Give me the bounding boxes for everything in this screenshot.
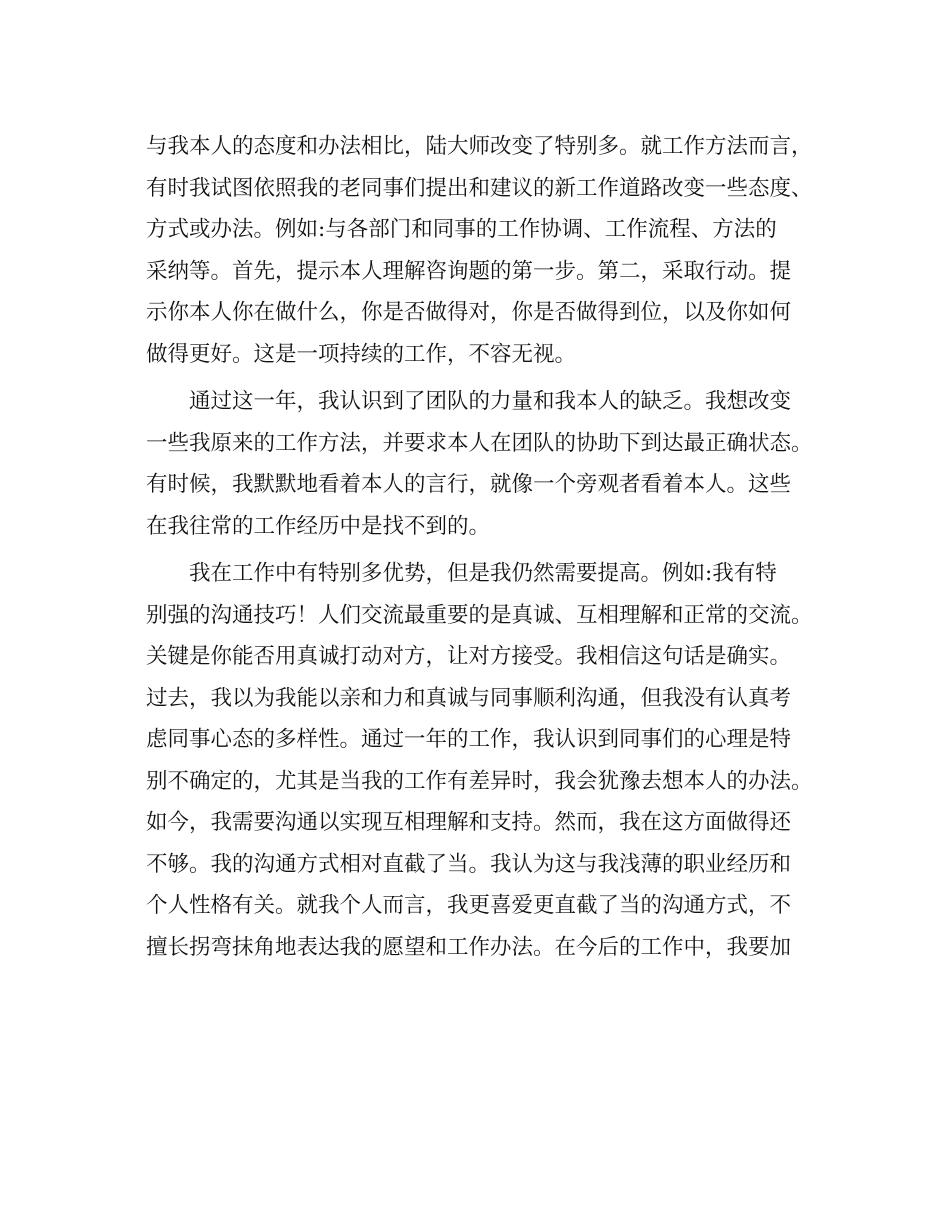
text-line: 与我本人的态度和办法相比，陆大师改变了特别多。就工作方法而言， bbox=[146, 134, 813, 159]
text-line: 通过这一年，我认识到了团队的力量和我本人的缺乏。我想改变 bbox=[189, 389, 792, 414]
paragraph-2 bbox=[146, 381, 813, 547]
text-line: 擅长拐弯抹角地表达我的愿望和工作办法。在今后的工作中，我要加 bbox=[146, 934, 792, 960]
text-line: 别强的沟通技巧！人们交流最重要的是真诚、互相理解和正常的交流。 bbox=[146, 602, 813, 628]
paragraph-1 bbox=[146, 126, 813, 375]
text-line: 有时候，我默默地看着本人的言行，就像一个旁观者看着本人。这些 bbox=[146, 472, 792, 497]
text-line: 如今，我需要沟通以实现互相理解和支持。然而，我在这方面做得还 bbox=[146, 810, 792, 835]
text-line: 关键是你能否用真诚打动对方，让对方接受。我相信这句话是确实。 bbox=[146, 644, 792, 669]
text-line: 在我往常的工作经历中是找不到的。 bbox=[146, 513, 491, 539]
document-body bbox=[146, 126, 813, 974]
text-line: 不够。我的沟通方式相对直截了当。我认为这与我浅薄的职业经历和 bbox=[146, 851, 792, 877]
paragraph-3 bbox=[146, 553, 813, 968]
text-line: 有时我试图依照我的老同事们提出和建议的新工作道路改变一些态度、 bbox=[146, 175, 813, 201]
text-line: 一些我原来的工作方法，并要求本人在团队的协助下到达最正确状态。 bbox=[146, 430, 813, 456]
text-line: 虑同事心态的多样性。通过一年的工作，我认识到同事们的心理是特 bbox=[146, 727, 792, 752]
text-line: 我在工作中有特别多优势，但是我仍然需要提高。例如:我有特 bbox=[189, 561, 777, 586]
text-line: 采纳等。首先，提示本人理解咨询题的第一步。第二，采取行动。提 bbox=[146, 258, 792, 284]
text-line: 个人性格有关。就我个人而言，我更喜爱更直截了当的沟通方式，不 bbox=[146, 893, 792, 918]
text-line: 方式或办法。例如:与各部门和同事的工作协调、工作流程、方法的 bbox=[146, 217, 777, 242]
text-line: 做得更好。这是一项持续的工作，不容无视。 bbox=[146, 341, 577, 367]
text-line: 过去，我以为我能以亲和力和真诚与同事顺利沟通，但我没有认真考 bbox=[146, 685, 792, 711]
text-line: 示你本人你在做什么，你是否做得对，你是否做得到位，以及你如何 bbox=[146, 300, 792, 325]
text-line: 别不确定的，尤其是当我的工作有差异时，我会犹豫去想本人的办法。 bbox=[146, 768, 813, 794]
